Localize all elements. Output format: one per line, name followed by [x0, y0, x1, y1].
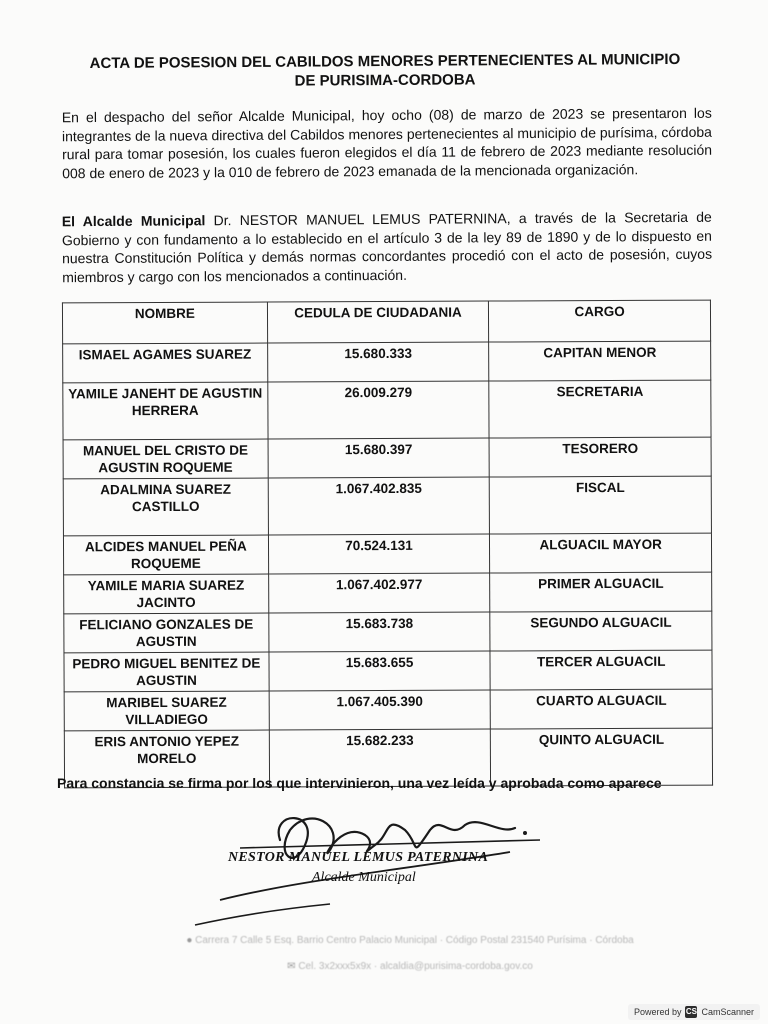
footer-contact: Cel. 3x2xxx5x9x · alcaldia@purisima-cordoba.gov.co — [298, 961, 533, 972]
table-row — [64, 650, 712, 692]
table-row — [63, 533, 711, 575]
footer-address: Carrera 7 Calle 5 Esq. Barrio Centro Palacio Municipal · Código Postal 231540 Purísima · Córdoba — [195, 935, 634, 946]
cell-cargo: TERCER ALGUACIL — [490, 650, 712, 690]
cell-nombre: FELICIANO GONZALES DE AGUSTIN — [64, 613, 269, 653]
table-row — [63, 476, 711, 536]
cell-cedula: 26.009.279 — [267, 381, 489, 439]
header-cedula: CEDULA DE CIUDADANIA — [267, 301, 489, 343]
cell-nombre: ADALMINA SUAREZ CASTILLO — [63, 478, 268, 536]
cell-cargo: CAPITAN MENOR — [489, 341, 711, 381]
header-cargo: CARGO — [489, 300, 711, 342]
cell-cargo: QUINTO ALGUACIL — [491, 728, 713, 786]
table-row — [64, 611, 712, 653]
cell-cargo: PRIMER ALGUACIL — [490, 572, 712, 612]
footer-address-line — [80, 928, 740, 954]
title-line-2: DE PURISIMA-CORDOBA — [294, 71, 476, 90]
cell-nombre: ALCIDES MANUEL PEÑA ROQUEME — [63, 535, 268, 575]
cell-nombre: YAMILE MARIA SUAREZ JACINTO — [64, 574, 269, 614]
signer-name: NESTOR MANUEL LEMUS PATERNINA — [228, 850, 489, 865]
cell-cargo: SEGUNDO ALGUACIL — [490, 611, 712, 651]
cell-cedula: 1.067.405.390 — [269, 690, 491, 730]
cell-cargo: ALGUACIL MAYOR — [490, 533, 712, 573]
cell-cedula: 15.680.397 — [268, 438, 490, 478]
cell-nombre: PEDRO MIGUEL BENITEZ DE AGUSTIN — [64, 652, 269, 692]
table-row — [63, 341, 711, 383]
paragraph-mayor-body: Dr. NESTOR MANUEL LEMUS PATERNINA, a través de la Secretaria de Gobierno y con fundamento a lo establecido en el artículo 3 de la ley 89 de 1890 y de lo dispuesto en nuestra Constitución Política y demás normas concordantes procedió con el acto de posesión, cuyos miembros y cargo con los mencionados a continuación. — [61, 208, 713, 285]
cell-cedula: 1.067.402.977 — [268, 573, 490, 613]
cell-nombre: MARIBEL SUAREZ VILLADIEGO — [64, 691, 269, 731]
footer-contact-line — [80, 954, 740, 980]
cell-nombre: ISMAEL AGAMES SUAREZ — [63, 343, 268, 383]
table-header-row — [62, 300, 710, 344]
paragraph-mayor — [62, 208, 713, 287]
cell-cedula: 15.680.333 — [267, 342, 489, 382]
letterhead-footer — [80, 928, 740, 980]
cell-nombre: YAMILE JANEHT DE AGUSTIN HERRERA — [63, 382, 268, 440]
camscanner-brand: CamScanner — [701, 1007, 754, 1017]
cell-cedula: 15.683.738 — [268, 612, 490, 652]
cell-cedula: 70.524.131 — [268, 534, 490, 574]
cell-cargo: FISCAL — [490, 476, 712, 534]
paragraph-intro: En el despacho del señor Alcalde Municipal, hoy ocho (08) de marzo de 2023 se presentaron los integrantes de la nueva directiva del Cabildos menores pertenecientes al municipio de purísima, córdoba rural para tomar posesión, los cuales fueron elegidos el día 11 de febrero de 2023 mediante resolución 008 de enero de 2023 y la 010 de febrero de 2023 emanada de la mencionada organización. — [61, 104, 713, 181]
cell-cedula: 15.682.233 — [269, 729, 491, 787]
cell-cedula: 15.683.655 — [269, 651, 491, 691]
table-row — [64, 689, 712, 731]
cell-cargo: CUARTO ALGUACIL — [490, 689, 712, 729]
document-title — [60, 50, 710, 93]
camscanner-badge — [628, 1004, 760, 1020]
powered-by-label: Powered by — [633, 1007, 682, 1017]
cell-cargo: SECRETARIA — [489, 380, 711, 438]
cell-cargo: TESORERO — [489, 437, 711, 477]
table-row — [63, 380, 711, 440]
paragraph-mayor-lead: El Alcalde Municipal — [61, 212, 206, 230]
cell-nombre: ERIS ANTONIO YEPEZ MORELO — [64, 730, 269, 788]
signer-role: Alcalde Municipal — [312, 870, 416, 885]
closing-statement: Para constancia se firma por los que intervinieron, una vez leída y aprobada como aparece — [57, 775, 662, 791]
email-icon: ✉ — [287, 961, 296, 972]
header-nombre: NOMBRE — [62, 302, 267, 344]
cell-nombre: MANUEL DEL CRISTO DE AGUSTIN ROQUEME — [63, 439, 268, 479]
table-row — [63, 437, 711, 479]
title-line-1: ACTA DE POSESION DEL CABILDOS MENORES PERTENECIENTES AL MUNICIPIO — [89, 50, 681, 73]
location-pin-icon: ● — [186, 935, 193, 946]
members-table — [62, 300, 713, 789]
camscanner-logo-icon: CS — [685, 1007, 698, 1016]
cell-cedula: 1.067.402.835 — [268, 477, 490, 535]
table-row — [64, 572, 712, 614]
